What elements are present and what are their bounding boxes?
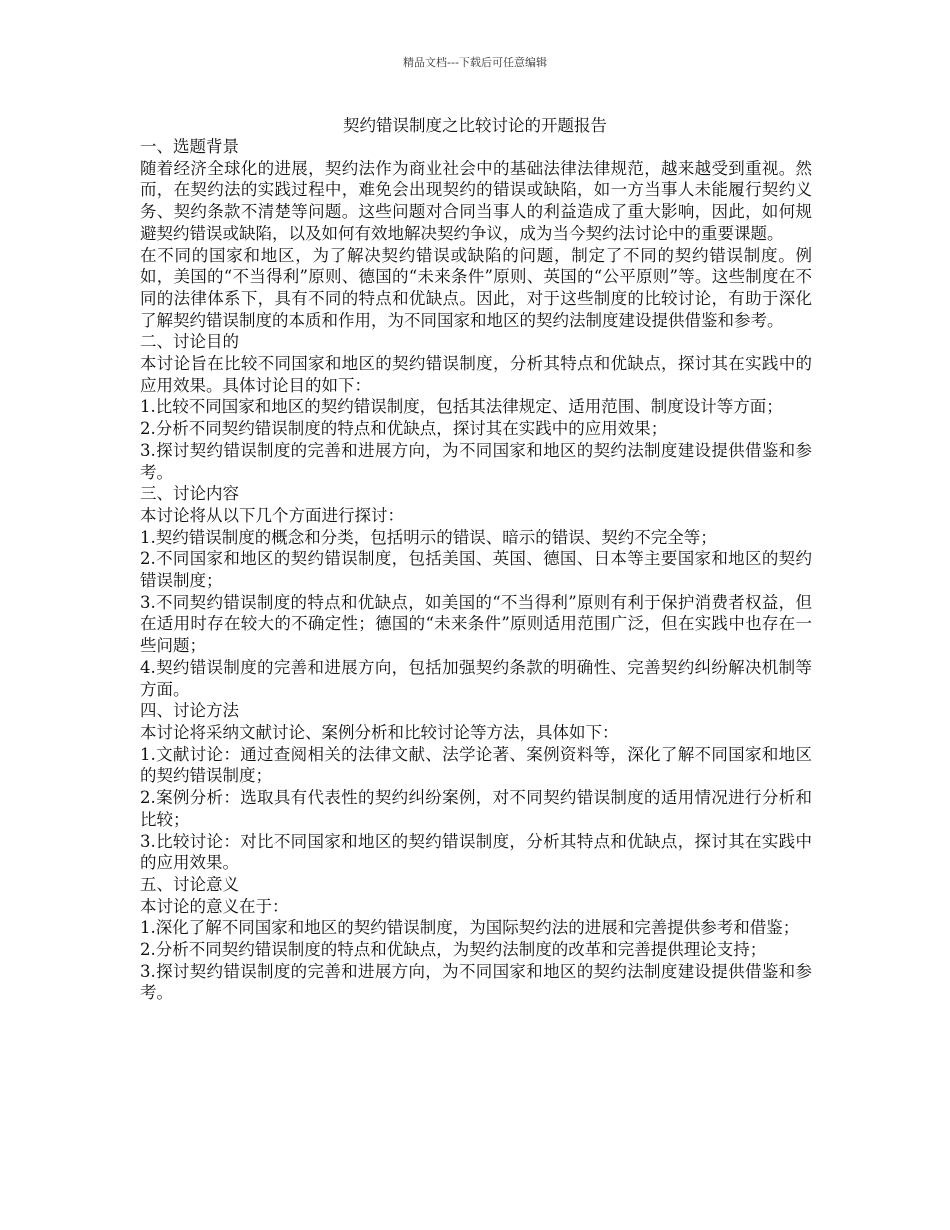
list-item: 2.不同国家和地区的契约错误制度，包括美国、英国、德国、日本等主要国家和地区的契约错误制度； [140, 549, 812, 591]
list-item: 1.深化了解不同国家和地区的契约错误制度，为国际契约法的进展和完善提供参考和借鉴； [140, 918, 800, 938]
document-title: 契约错误制度之比较讨论的开题报告 [343, 116, 607, 135]
list-item: 3.不同契约错误制度的特点和优缺点，如美国的“不当得利”原则有利于保护消费者权益，但在适用时存在较大的不确定性；德国的“未来条件”原则适用范围广泛，但在实践中也存在一些问题； [140, 592, 812, 656]
list-item: 1.比较不同国家和地区的契约错误制度，包括其法律规定、适用范围、制度设计等方面； [140, 397, 783, 417]
paragraph: 本讨论的意义在于： [140, 896, 289, 916]
section-heading-method: 四、讨论方法 [140, 701, 239, 721]
paragraph: 在不同的国家和地区，为了解决契约错误或缺陷的问题，制定了不同的契约错误制度。例如，美国的“不当得利”原则、德国的“未来条件”原则、英国的“公平原则”等。这些制度在不同的法律体系下，具有不同的特点和优缺点。因此，对于这些制度的比较讨论，有助于深化了解契约错误制度的本质和作用，为不同国家和地区的契约法制度建设提供借鉴和参考。 [140, 245, 812, 330]
list-item: 3.比较讨论：对比不同国家和地区的契约错误制度，分析其特点和优缺点，探讨其在实践中的应用效果。 [140, 831, 812, 873]
list-item: 1.契约错误制度的概念和分类，包括明示的错误、暗示的错误、契约不完全等； [140, 527, 717, 547]
list-item: 1.文献讨论：通过查阅相关的法律文献、法学论著、案例资料等，深化了解不同国家和地区的契约错误制度； [140, 744, 812, 786]
list-item: 2.案例分析：选取具有代表性的契约纠纷案例，对不同契约错误制度的适用情况进行分析和比较； [140, 788, 812, 829]
paragraph: 本讨论将采纳文献讨论、案例分析和比较讨论等方法，具体如下： [140, 722, 619, 742]
list-item: 3.探讨契约错误制度的完善和进展方向，为不同国家和地区的契约法制度建设提供借鉴和参考。 [140, 440, 812, 482]
paragraph: 随着经济全球化的进展，契约法作为商业社会中的基础法律法律规范，越来越受到重视。然而，在契约法的实践过程中，难免会出现契约的错误或缺陷，如一方当事人未能履行契约义务、契约条款不清楚等问题。这些问题对合同当事人的利益造成了重大影响，因此，如何规避契约错误或缺陷，以及如何有效地解决契约争议，成为当今契约法讨论中的重要课题。 [140, 158, 812, 243]
list-item: 3.探讨契约错误制度的完善和进展方向，为不同国家和地区的契约法制度建设提供借鉴和参考。 [140, 961, 812, 1003]
section-heading-content: 三、讨论内容 [140, 484, 239, 504]
page-header-note: 精品文档---下载后可任意编辑 [403, 56, 547, 69]
section-heading-background: 一、选题背景 [140, 137, 239, 156]
list-item: 4.契约错误制度的完善和进展方向，包括加强契约条款的明确性、完善契约纠纷解决机制等方面。 [140, 657, 812, 699]
paragraph: 本讨论将从以下几个方面进行探讨： [140, 505, 404, 525]
list-item: 2.分析不同契约错误制度的特点和优缺点，探讨其在实践中的应用效果； [140, 419, 668, 439]
paragraph: 本讨论旨在比较不同国家和地区的契约错误制度，分析其特点和优缺点，探讨其在实践中的应用效果。具体讨论目的如下： [140, 354, 812, 395]
list-item: 2.分析不同契约错误制度的特点和优缺点，为契约法制度的改革和完善提供理论支持； [140, 940, 767, 960]
document-body [140, 136, 812, 1004]
section-heading-purpose: 二、讨论目的 [140, 332, 239, 352]
section-heading-significance: 五、讨论意义 [140, 874, 239, 894]
